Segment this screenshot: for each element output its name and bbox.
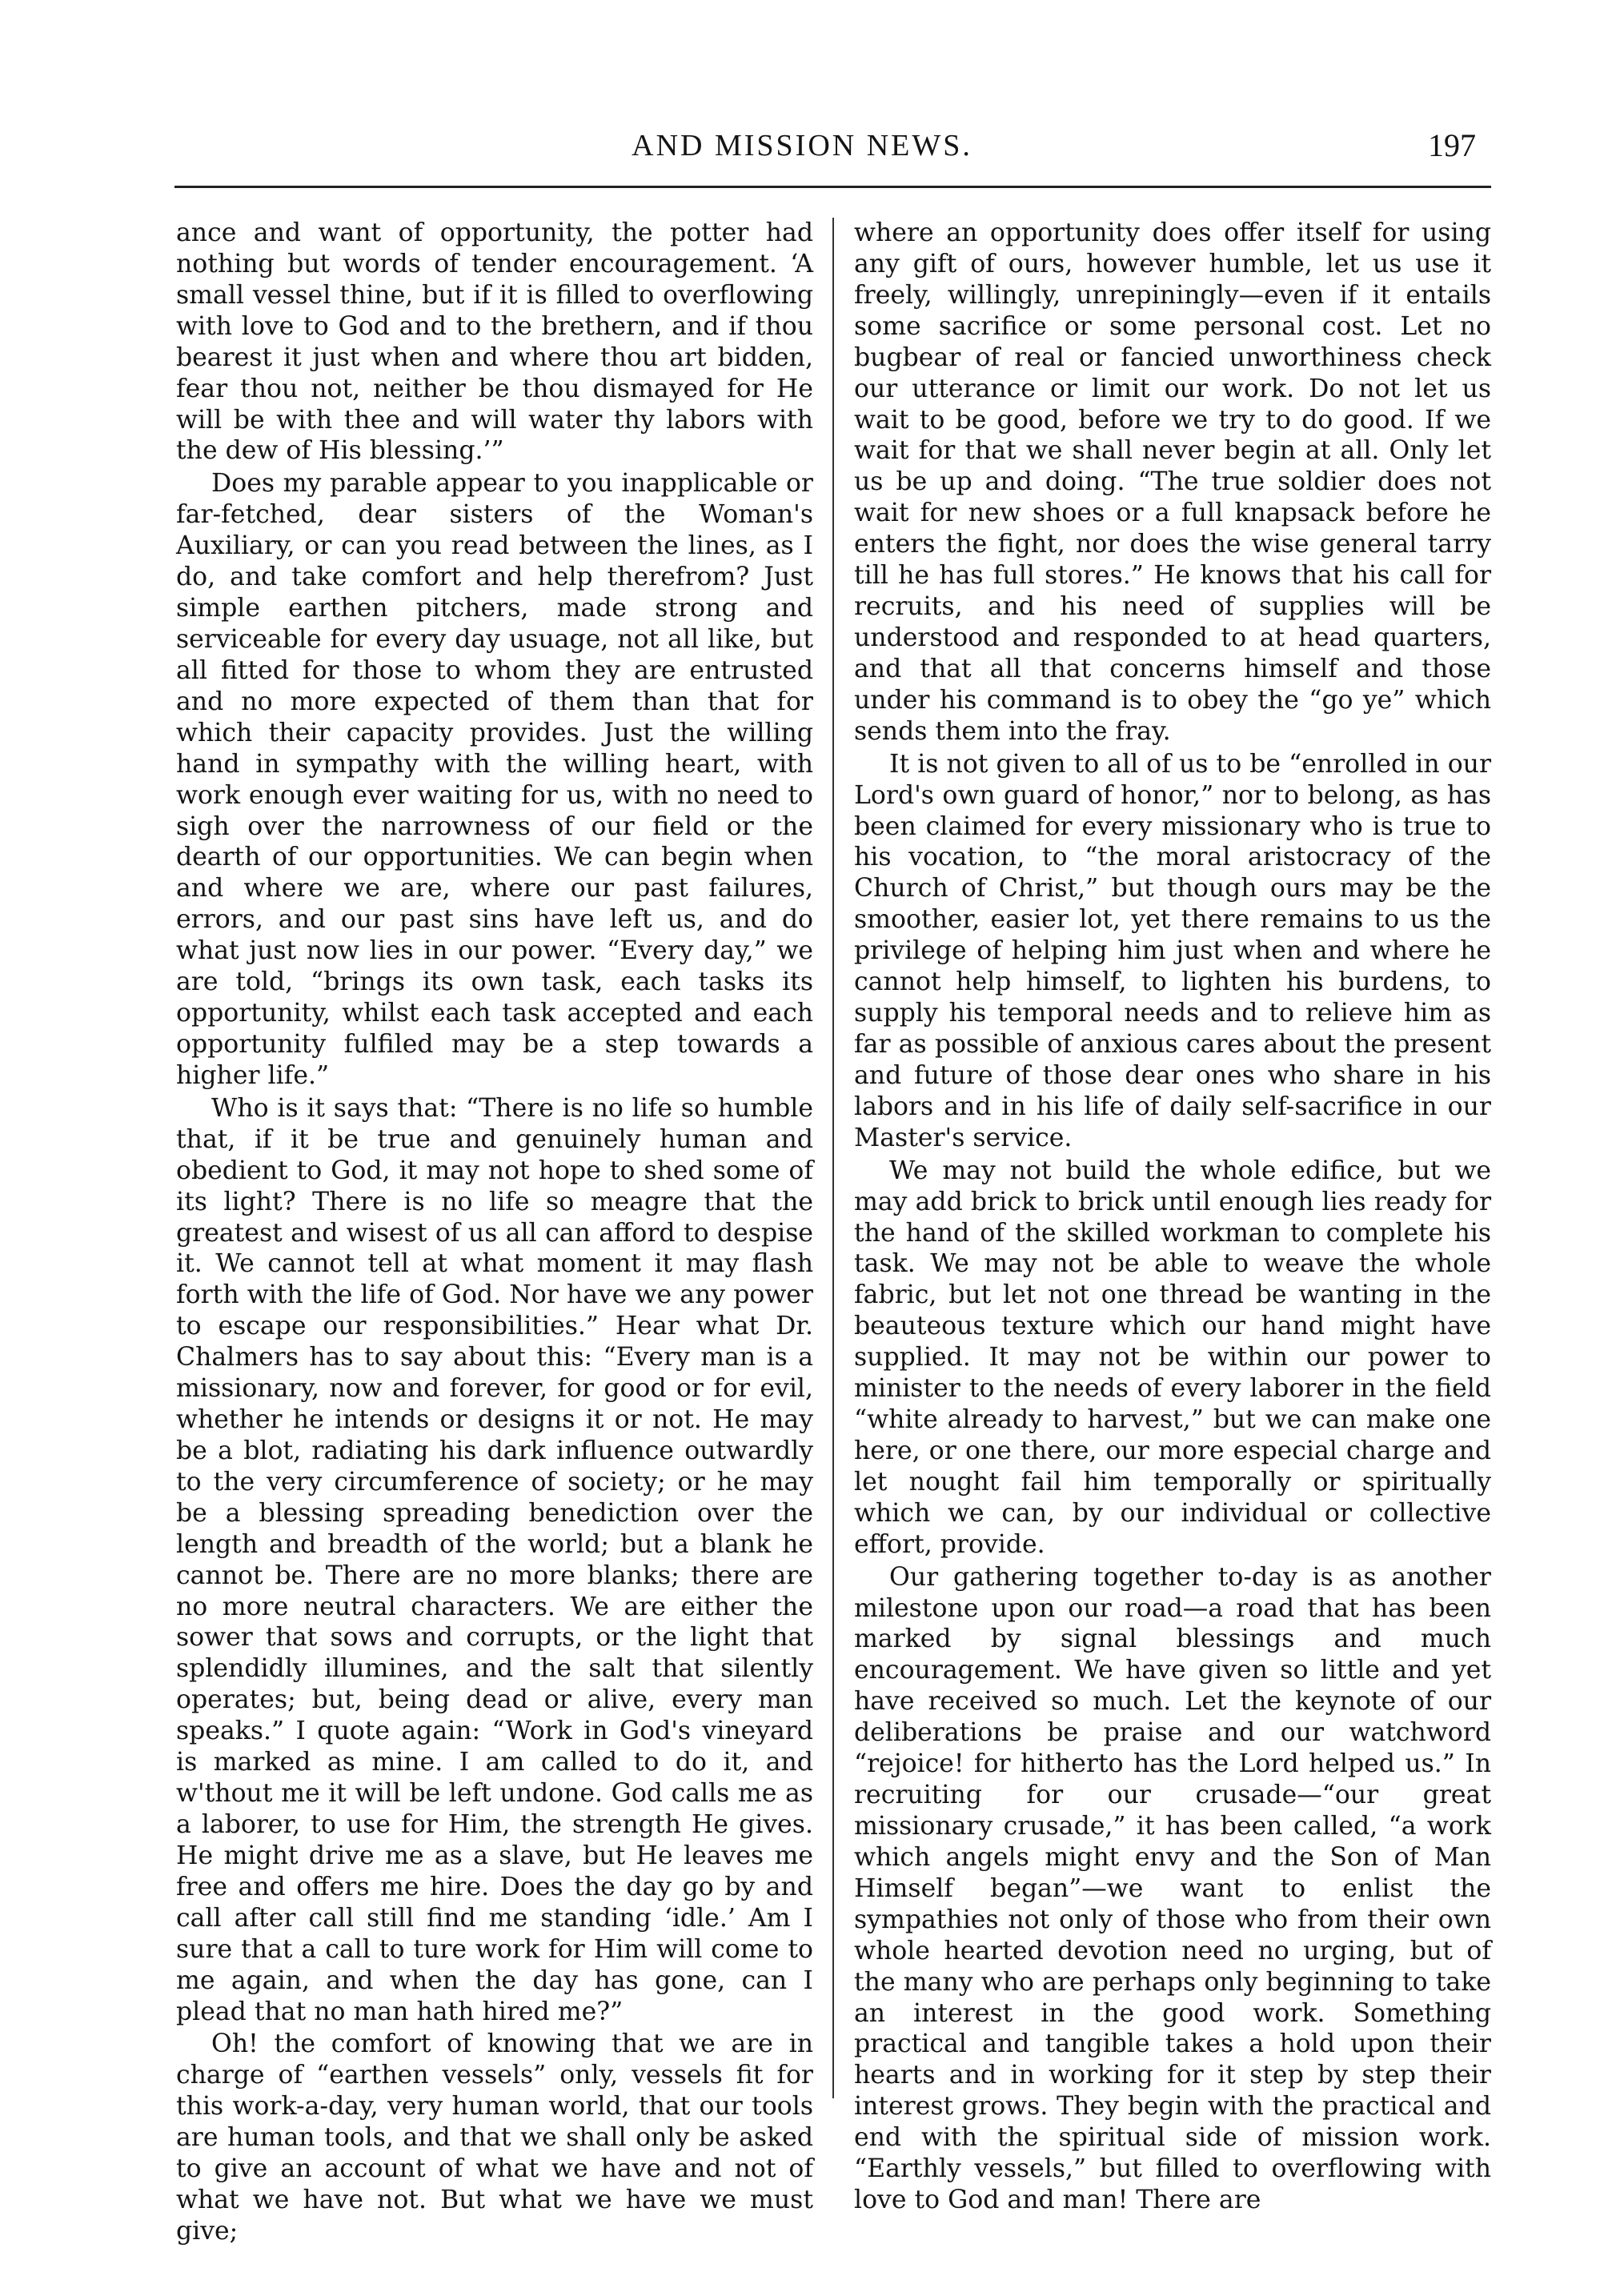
- paragraph: We may not build the whole edifice, but we may add brick to brick until enough lies ready for the hand of the skilled workman to complete his task. We may not be able to weave the whole fabric, but let not one thread be wanting in the beauteous texture which our hand might have supplied. It may not be within our power to minister to the needs of every laborer in the field “white already to harvest,” but we can make one here, or one there, our more especial charge and let nought fail him temporally or spiritually which we can, by our individual or collective effort, provide.: [854, 1156, 1491, 1559]
- paragraph: Oh! the comfort of knowing that we are in charge of “earthen vessels” only, vessels fit for this work-a-day, very human world, that our tools are human tools, and that we shall only be asked to give an account of what we have and not of what we have not. But what we have we must give;: [176, 2030, 813, 2246]
- column-divider: [832, 218, 834, 2098]
- left-column: [176, 218, 813, 2247]
- paragraph: Our gathering together to-day is as another milestone upon our road—a road that has been marked by signal blessings and much encouragement. We have given so little and yet have received so much. Let the keynote of our deliberations be praise and our watchword “rejoice! for hitherto has the Lord helped us.” In recruiting for our crusade—“our great missionary crusade,” it has been called, “a work which angels might envy and the Son of Man Himself began”—we want to enlist the sympathies not only of those who from their own whole hearted devotion need no urging, but of the many who are perhaps only beginning to take an interest in the good work. Something practical and tangible takes a hold upon their hearts and in working for it step by step their interest grows. They begin with the practical and end with the spiritual side of mission work. “Earthly vessels,” but filled to overflowing with love to God and man! There are: [854, 1562, 1491, 2215]
- paragraph: where an opportunity does offer itself for using any gift of ours, however humble, let us use it freely, willingly, unrepiningly—even if it entails some sacrifice or some personal cost. Let no bugbear of real or fancied unworthiness check our utterance or limit our work. Do not let us wait to be good, before we try to do good. If we wait for that we shall never begin at all. Only let us be up and doing. “The true soldier does not wait for new shoes or a full knapsack before he enters the fight, nor does the wise general tarry till he has full stores.” He knows that his call for recruits, and his need of supplies will be understood and responded to at head quarters, and that all that concerns himself and those under his command is to obey the “go ye” which sends them into the fray.: [854, 218, 1491, 746]
- right-column: [854, 218, 1491, 2216]
- paragraph: ance and want of opportunity, the potter had nothing but words of tender encouragement. ‘A small vessel thine, but if it is filled to overflowing with love to God and to the brethern, and if thou bearest it just when and where thou art bidden, fear thou not, neither be thou dismayed for He will be with thee and will water thy labors with the dew of His blessing.’”: [176, 218, 813, 466]
- paragraph: It is not given to all of us to be “enrolled in our Lord's own guard of honor,” nor to belong, as has been claimed for every missionary who is true to his vocation, to “the moral aristocracy of the Church of Christ,” but though ours may be the smoother, easier lot, yet there remains to us the privilege of helping him just when and where he cannot help himself, to lighten his burdens, to supply his temporal needs and to relieve him as far as possible of anxious cares about the present and future of those dear ones who share in his labors and in his life of daily self-sacrifice in our Master's service.: [854, 749, 1491, 1152]
- paragraph: Who is it says that: “There is no life so humble that, if it be true and genuinely human and obedient to God, it may not hope to shed some of its light? There is no life so meagre that the greatest and wisest of us all can afford to despise it. We cannot tell at what moment it may flash forth with the life of God. Nor have we any power to escape our responsibilities.” Hear what Dr. Chalmers has to say about this: “Every man is a missionary, now and forever, for good or for evil, whether he intends or designs it or not. He may be a blot, radiating his dark influence outwardly to the very circumference of society; or he may be a blessing spreading benediction over the length and breadth of the world; but a blank he cannot be. There are no more blanks; there are no more neutral characters. We are either the sower that sows and corrupts, or the light that splendidly illumines, and the salt that silently operates; but, being dead or alive, every man speaks.” I quote again: “Work in God's vineyard is marked as mine. I am called to do it, and w'thout me it will be left undone. God calls me as a laborer, to use for Him, the strength He gives. He might drive me as a slave, but He leaves me free and offers me hire. Does the day go by and call after call still find me standing ‘idle.’ Am I sure that a call to ture work for Him will come to me again, and when the day has gone, can I plead that no man hath hired me?”: [176, 1093, 813, 2026]
- page-number: 197: [1428, 127, 1476, 163]
- paragraph: Does my parable appear to you inapplicable or far-fetched, dear sisters of the Woman's Auxiliary, or can you read between the lines, as I do, and take comfort and help therefrom? Just simple earthen pitchers, made strong and serviceable for every day usuage, not all like, but all fitted for those to whom they are entrusted and no more expected of them than that for which their capacity provides. Just the willing hand in sympathy with the willing heart, with work enough ever waiting for us, with no need to sigh over the narrowness of our field or the dearth of our opportunities. We can begin when and where we are, where our past failures, errors, and our past sins have left us, and do what just now lies in our power. “Every day,” we are told, “brings its own task, each tasks its opportunity, whilst each task accepted and each opportunity fulfiled may be a step towards a higher life.”: [176, 469, 813, 1090]
- header-rule: [174, 186, 1491, 188]
- running-header-title: AND MISSION NEWS.: [632, 129, 972, 162]
